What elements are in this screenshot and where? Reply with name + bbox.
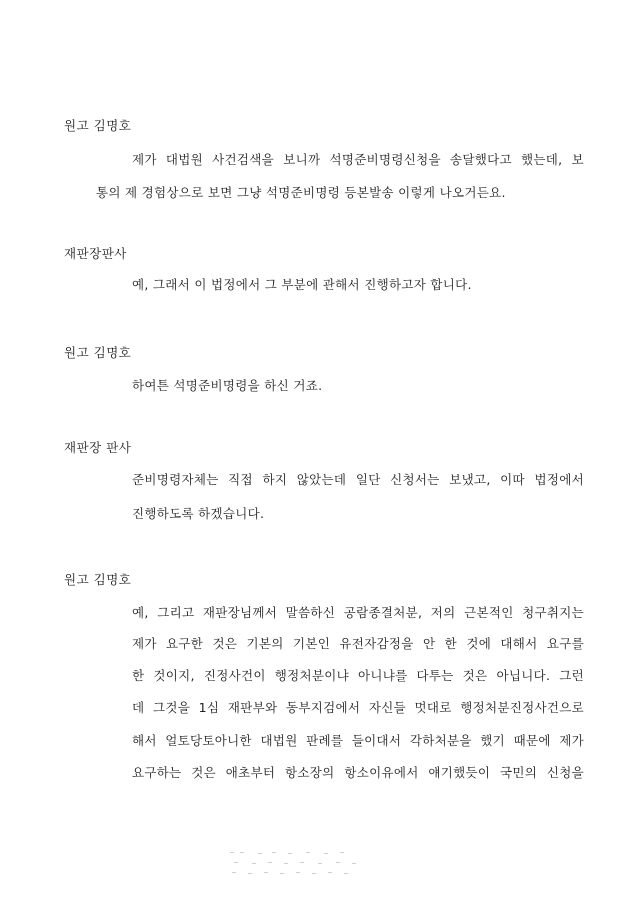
statement-line: [132, 731, 584, 749]
statement-line: [132, 634, 584, 652]
statement-line: [132, 603, 584, 621]
statement-text: 해서 얼토당토아니한 대법원 판례를 들이대서 각하처분을 했기 때문에 제가: [132, 733, 584, 748]
speaker-label-plaintiff: 원고 김명호: [64, 118, 132, 133]
speaker-label-plaintiff: 원고 김명호: [64, 572, 132, 587]
statement-line: [132, 470, 584, 488]
statement-text: 준비명령자체는 직접 하지 않았는데 일단 신청서는 보냈고, 이따 법정에서: [132, 472, 584, 487]
speaker-label-plaintiff: 원고 김명호: [64, 345, 132, 360]
statement-line: [132, 698, 584, 716]
statement-text: 제가 대법원 사건검색을 보니까 석명준비명령신청을 송달했다고 했는데, 보: [132, 152, 584, 167]
statement-line: [132, 666, 584, 684]
statement-text: 한 것이지, 진정사건이 행정처분이냐 아니냐를 다투는 것은 아닙니다. 그런: [132, 668, 584, 683]
speaker-label-judge: 재판장판사: [64, 246, 127, 261]
statement-text: 제가 요구한 것은 기본의 기본인 유전자감정을 안 한 것에 대해서 요구를: [132, 636, 584, 651]
statement-text: 예, 그리고 재판장님께서 말씀하신 공람종결처분, 저의 근본적인 청구취지는: [132, 605, 584, 620]
statement-text: 요구하는 것은 애초부터 항소장의 항소이유에서 얘기했듯이 국민의 신청을: [132, 765, 584, 780]
statement-line: 예, 그래서 이 법정에서 그 부분에 관해서 진행하고자 합니다.: [132, 277, 472, 292]
statement-line: 진행하도록 하겠습니다.: [132, 506, 265, 521]
statement-line: 통의 제 경험상으로 보면 그냥 석명준비명령 등본발송 이렇게 나오거든요.: [96, 185, 506, 200]
statement-text: 데 그것을 1심 재판부와 동부지검에서 자신들 멋대로 행정처분진정사건으로: [132, 700, 584, 715]
statement-line: [132, 150, 584, 168]
speaker-label-judge: 재판장 판사: [64, 440, 132, 455]
statement-line: 하여튼 석명준비명령을 하신 거죠.: [132, 378, 323, 393]
statement-line: [132, 763, 584, 781]
page-footer-mark: [228, 850, 363, 878]
